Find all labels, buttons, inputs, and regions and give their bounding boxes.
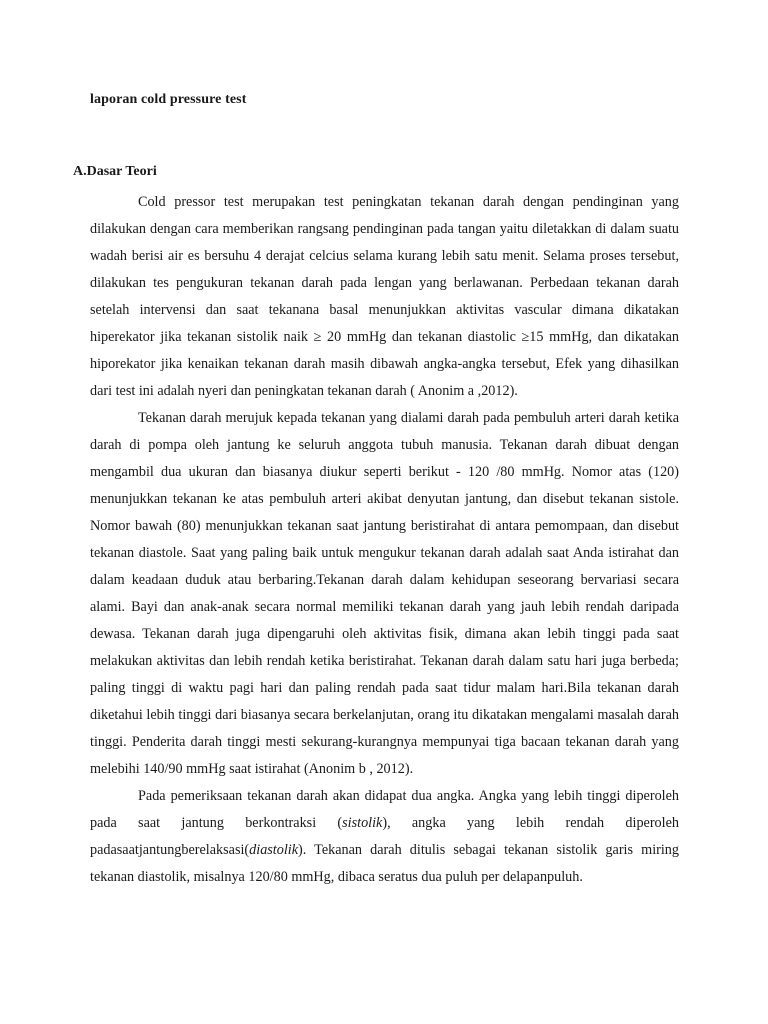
paragraph-text: Tekanan darah merujuk kepada tekanan yang dialami darah pada pembuluh arteri darah ketika darah di pompa oleh jantung ke seluruh anggota tubuh manusia. Tekanan darah dibuat dengan mengambil dua ukuran dan biasanya diukur seperti berikut - 120 /80 mmHg. Nomor atas (120) menunjukkan tekanan ke atas pembuluh arteri akibat denyutan jantung, dan disebut tekanan sistole. Nomor bawah (80) menunjukkan tekanan saat jantung beristirahat di antara pemompaan, dan disebut tekanan diastole. Saat yang paling baik untuk mengukur tekanan darah adalah saat Anda istirahat dan dalam keadaan duduk atau berbaring.Tekanan darah dalam kehidupan seseorang bervariasi secara alami. Bayi dan anak-anak secara normal memiliki tekanan darah yang jauh lebih rendah daripada dewasa. Tekanan darah juga dipengaruhi oleh aktivitas fisik, dimana akan lebih tinggi pada saat melakukan aktivitas dan lebih rendah ketika beristirahat. Tekanan darah dalam satu hari juga berbeda; paling tinggi di waktu pagi hari dan paling rendah pada saat tidur malam hari.Bila tekanan darah diketahui lebih tinggi dari biasanya secara berkelanjutan, orang itu dikatakan mengalami masalah darah tinggi. Penderita darah tinggi mesti sekurang-kurangnya mempunyai tiga bacaan tekanan darah yang melebihi 140/90 mmHg saat istirahat (Anonim b , 2012). — [90, 410, 679, 777]
paragraph-text: ), angka yang lebih rendah diperoleh padasaatjantungberelaksasi( — [90, 815, 679, 858]
paragraph-text: ). Tekanan darah ditulis sebagai tekanan sistolik garis miring tekanan diastolik, misalnya 120/80 mmHg, dibaca seratus dua puluh per delapanpuluh. — [90, 842, 679, 885]
document-title: laporan cold pressure test — [90, 92, 247, 107]
paragraph-text: Cold pressor test merupakan test peningkatan tekanan darah dengan pendinginan yang dilakukan dengan cara memberikan rangsang pendinginan pada tangan yaitu diletakkan di dalam suatu wadah berisi air es bersuhu 4 derajat celcius selama kurang lebih satu menit. Selama proses tersebut, dilakukan tes pengukuran tekanan darah pada lengan yang berlawanan. Perbedaan tekanan darah setelah intervensi dan saat tekanana basal menunjukkan aktivitas vascular dimana dikatakan hiperekator jika tekanan sistolik naik ≥ 20 mmHg dan tekanan diastolic ≥15 mmHg, dan dikatakan hiporekator jika kenaikan tekanan darah masih dibawah angka-angka tersebut, Efek yang dihasilkan dari test ini adalah nyeri dan peningkatan tekanan darah ( Anonim a ,2012). — [90, 194, 679, 399]
paragraph-text: Pada pemeriksaan tekanan darah akan didapat dua angka. Angka yang lebih tinggi diperoleh pada saat jantung berkontraksi ( — [90, 788, 679, 831]
italic-term: sistolik — [342, 815, 383, 831]
document-body — [90, 189, 679, 891]
italic-term: diastolik — [249, 842, 299, 858]
section-heading: A.Dasar Teori — [73, 164, 157, 179]
paragraph — [90, 405, 679, 783]
paragraph — [90, 783, 679, 891]
paragraph — [90, 189, 679, 405]
